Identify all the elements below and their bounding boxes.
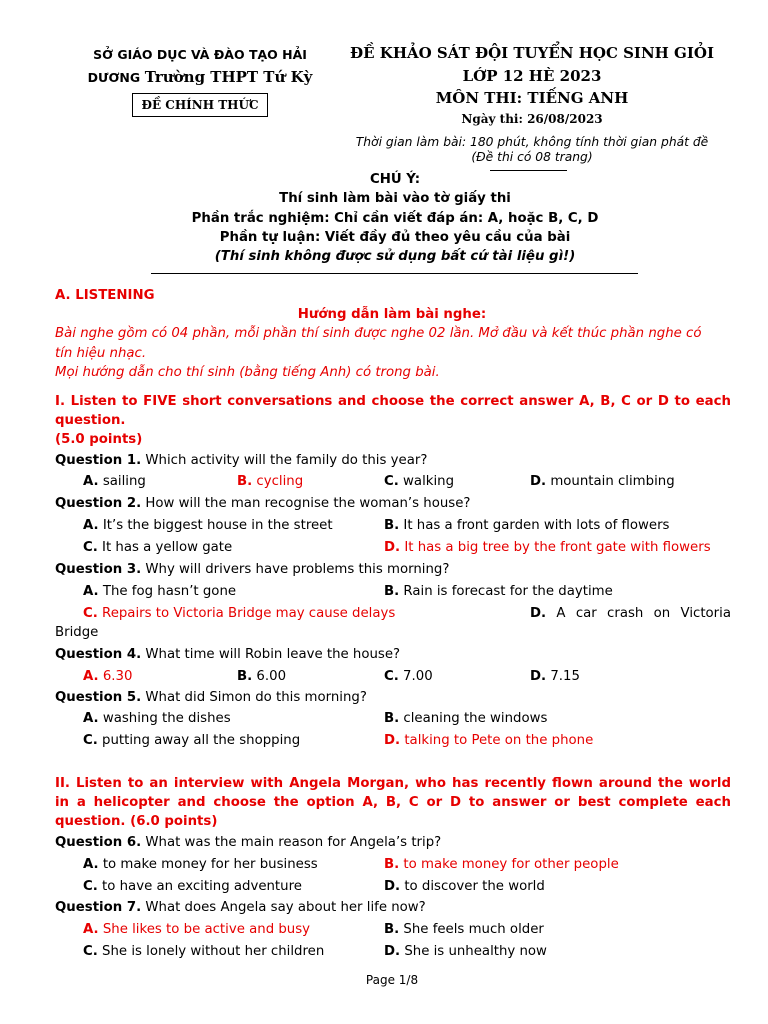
q3-option-d: D. A car crash on Victoria [530,606,731,621]
notes-divider [151,273,638,274]
q3-option-c-answer: C. Repairs to Victoria Bridge may cause delays [83,606,396,621]
question-label: Question 3. [55,562,142,577]
part1-instruction-line-1: I. Listen to FIVE short conversations and choose the correct answer A, B, C or D to each [55,394,731,409]
notes-line-2: Phần trắc nghiệm: Chỉ cần viết đáp án: A, hoặc B, C, D [191,211,599,226]
exam-date: Ngày thi: 26/08/2023 [461,112,603,126]
part2-instruction-line-3: question. (6.0 points) [55,814,218,829]
q3-option-a: A. The fog hasn’t gone [83,584,237,599]
q2-option-b: B. It has a front garden with lots of flowers [384,518,670,533]
listening-guide-line-1: Bài nghe gồm có 04 phần, mỗi phần thí sinh được nghe 02 lần. Mở đầu và kết thúc phần nghe có [55,326,702,341]
part2-instruction [55,774,731,831]
q1-option-a: A. sailing [83,474,146,489]
official-exam-label: ĐỀ CHÍNH THỨC [132,93,268,117]
notes-line-1: Thí sinh làm bài vào tờ giấy thi [279,191,511,206]
q5-option-c: C. putting away all the shopping [83,733,301,748]
part2-instruction-line-1: II. Listen to an interview with Angela Morgan, who has recently flown around the world [55,776,731,791]
header-divider [490,170,567,171]
department-name-cont: DƯƠNG [87,70,141,85]
school-header [80,44,320,90]
q5-option-d-answer: D. talking to Pete on the phone [384,733,594,748]
question-6 [55,835,441,850]
q5-option-b: B. cleaning the windows [384,711,548,726]
q6-option-c: C. to have an exciting adventure [83,879,302,894]
question-text: What was the main reason for Angela’s trip? [145,835,442,850]
q6-option-d: D. to discover the world [384,879,545,894]
question-2 [55,496,470,511]
exam-title: ĐỀ KHẢO SÁT ĐỘI TUYỂN HỌC SINH GIỎI [350,44,714,62]
q1-option-b-answer: B. cycling [237,474,304,489]
q7-option-c: C. She is lonely without her children [83,944,325,959]
school-name: Trường THPT Tứ Kỳ [144,68,313,86]
question-label: Question 4. [55,647,142,662]
q5-option-a: A. washing the dishes [83,711,231,726]
question-7 [55,900,426,915]
notes-line-3: Phần tự luận: Viết đầy đủ theo yêu cầu của bài [219,230,571,245]
q4-option-a-answer: A. 6.30 [83,669,133,684]
question-4 [55,647,400,662]
q7-option-b: B. She feels much older [384,922,544,937]
q6-option-a: A. to make money for her business [83,857,318,872]
part1-instruction-line-2: question. [55,413,126,428]
time-note: Thời gian làm bài: 180 phút, không tính thời gian phát đề [355,135,709,149]
page-number: Page 1/8 [365,973,419,987]
q7-option-a-answer: A. She likes to be active and busy [83,922,311,937]
question-label: Question 2. [55,496,142,511]
q6-option-b-answer: B. to make money for other people [384,857,619,872]
q3-option-b: B. Rain is forecast for the daytime [384,584,613,599]
q2-option-c: C. It has a yellow gate [83,540,233,555]
question-text: What did Simon do this morning? [145,690,367,705]
part1-points: (5.0 points) [55,432,143,447]
listening-guide-title: Hướng dẫn làm bài nghe: [297,307,487,322]
question-3 [55,562,449,577]
notes-title: CHÚ Ý: [369,172,421,187]
question-label: Question 5. [55,690,142,705]
listening-guide-line-2: Mọi hướng dẫn cho thí sinh (bằng tiếng Anh) có trong bài. [55,365,440,380]
part2-instruction-line-2: in a helicopter and choose the option A, B, C or D to answer or best complete each [55,795,731,810]
question-5 [55,690,367,705]
question-text: What time will Robin leave the house? [145,647,401,662]
part1-instruction [55,392,731,449]
pages-note: (Đề thi có 08 trang) [471,150,593,164]
section-title-listening: A. LISTENING [55,288,155,303]
question-label: Question 7. [55,900,142,915]
exam-grade: LỚP 12 HÈ 2023 [462,67,602,85]
question-text: What does Angela say about her life now? [145,900,426,915]
question-label: Question 6. [55,835,142,850]
question-text: Why will drivers have problems this morning? [145,562,450,577]
q2-option-d-answer: D. It has a big tree by the front gate with flowers [384,540,711,555]
q4-option-c: C. 7.00 [384,669,433,684]
listening-guide-line-1b: tín hiệu nhạc. [55,346,147,361]
question-1 [55,453,427,468]
department-name: SỞ GIÁO DỤC VÀ ĐÀO TẠO HẢI [93,47,307,62]
q4-option-b: B. 6.00 [237,669,287,684]
notes-line-4: (Thí sinh không được sử dụng bất cứ tài liệu gì!) [214,249,576,264]
q1-option-c: C. walking [384,474,455,489]
question-text: How will the man recognise the woman’s house? [145,496,471,511]
question-text: Which activity will the family do this year? [145,453,428,468]
q1-option-d: D. mountain climbing [530,474,675,489]
q3-option-d-wrap: Bridge [55,625,99,640]
q7-option-d: D. She is unhealthy now [384,944,547,959]
question-label: Question 1. [55,453,142,468]
q4-option-d: D. 7.15 [530,669,580,684]
q2-option-a: A. It’s the biggest house in the street [83,518,333,533]
exam-subject: MÔN THI: TIẾNG ANH [435,89,629,107]
